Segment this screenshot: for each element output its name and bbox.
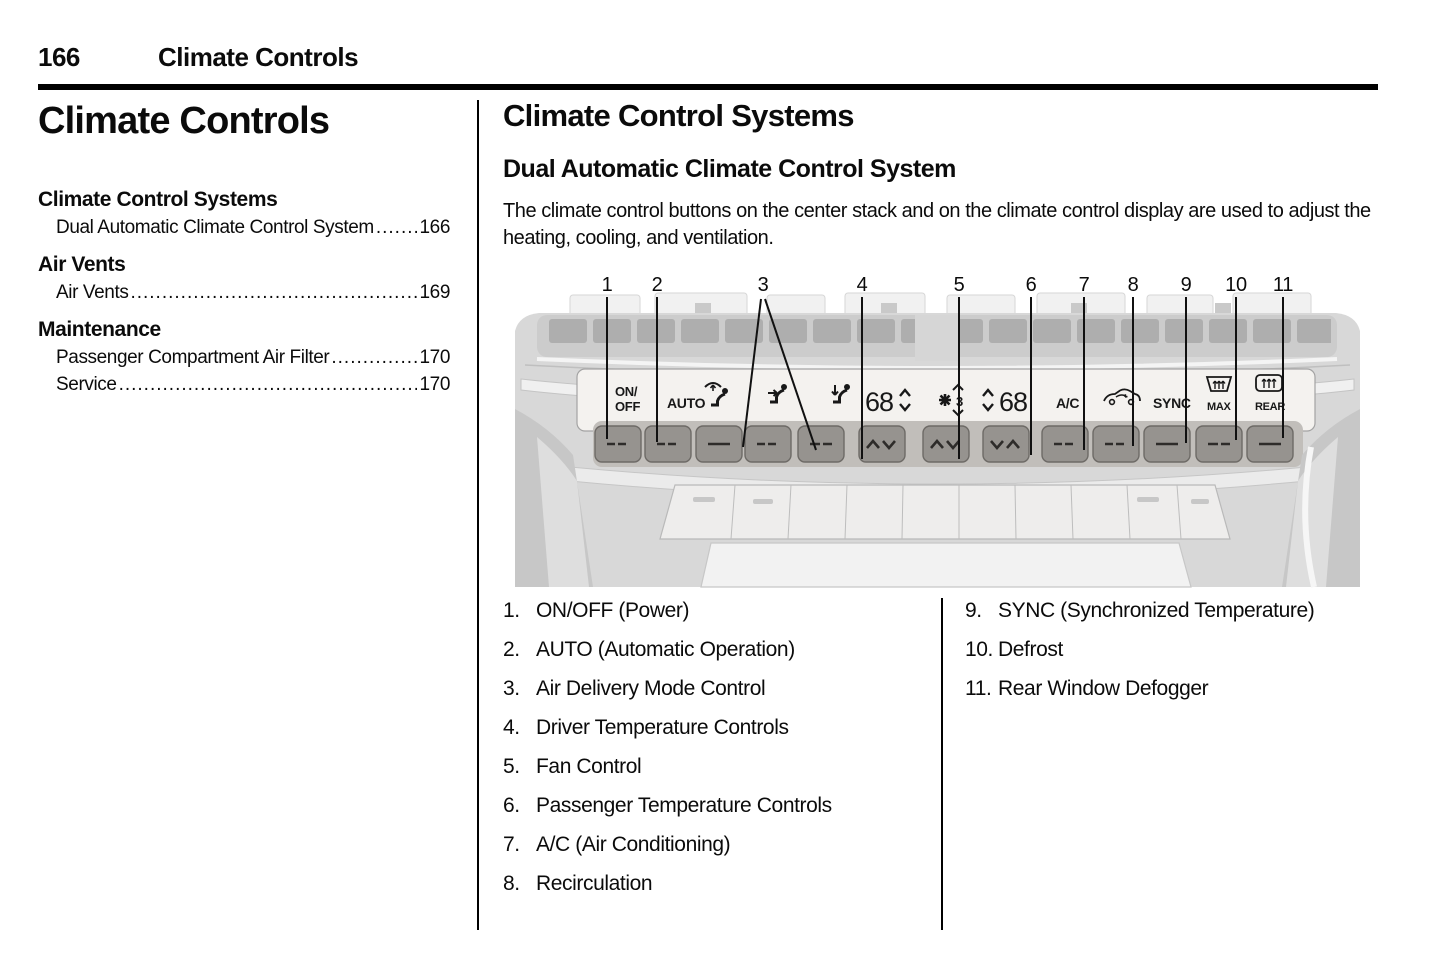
toc-dot-leader xyxy=(331,347,417,369)
legend-item-number: 6. xyxy=(503,794,520,817)
legend-item-number: 1. xyxy=(503,599,520,622)
legend-item xyxy=(965,639,1385,661)
legend-item xyxy=(965,678,1385,700)
legend-list-right xyxy=(965,600,1385,717)
passenger-temp-button xyxy=(983,426,1029,462)
legend-item-number: 7. xyxy=(503,833,520,856)
callout-number: 5 xyxy=(953,274,965,296)
legend-item-number: 10. xyxy=(965,638,993,661)
on-off-label: ON/ xyxy=(615,384,638,399)
toc-dot-leader xyxy=(130,282,417,304)
legend-item xyxy=(965,600,1385,622)
toc-entry-label: Service xyxy=(56,374,117,395)
legend-item-label: Defrost xyxy=(998,638,1063,661)
mode-floor-button xyxy=(798,426,844,462)
subsection-heading: Dual Automatic Climate Control System xyxy=(503,155,956,183)
control-buttons xyxy=(595,426,1293,462)
column-divider xyxy=(477,100,479,930)
callout-number: 2 xyxy=(651,274,663,296)
fan-button xyxy=(923,426,969,462)
legend-item xyxy=(503,756,933,778)
table-of-contents xyxy=(38,188,450,410)
callout-number: 4 xyxy=(856,274,868,296)
toc-entry-page: 169 xyxy=(419,282,450,303)
legend-item-label: Passenger Temperature Controls xyxy=(536,794,832,817)
legend-list-left xyxy=(503,600,933,912)
legend-item-label: Fan Control xyxy=(536,755,642,778)
toc-entry xyxy=(56,347,450,369)
toc-section xyxy=(38,188,450,239)
legend-item xyxy=(503,795,933,817)
legend-item xyxy=(503,834,933,856)
callout-number: 1 xyxy=(601,274,613,296)
ac-label: A/C xyxy=(1056,395,1080,411)
sync-label: SYNC xyxy=(1153,395,1191,411)
legend-item-number: 3. xyxy=(503,677,520,700)
header-rule xyxy=(38,84,1378,90)
legend-item-label: AUTO (Automatic Operation) xyxy=(536,638,795,661)
legend-item-number: 5. xyxy=(503,755,520,778)
toc-section xyxy=(38,318,450,396)
climate-control-panel-figure xyxy=(515,268,1360,588)
toc-section-heading: Air Vents xyxy=(38,253,126,276)
toc-entry-label: Dual Automatic Climate Control System xyxy=(56,217,374,238)
intro-paragraph: The climate control buttons on the center stack and on the climate control display are used to adjust the heating, cooling, and ventilation. xyxy=(503,200,1371,249)
legend-item-number: 11. xyxy=(965,677,992,700)
toc-entry-page: 170 xyxy=(419,347,450,368)
legend-item-label: Recirculation xyxy=(536,872,653,895)
legend-item xyxy=(503,717,933,739)
figure-svg xyxy=(515,268,1360,588)
callout-number: 6 xyxy=(1025,274,1037,296)
callout-number: 7 xyxy=(1078,274,1090,296)
legend-item-label: Driver Temperature Controls xyxy=(536,716,789,739)
fan-speed-label: 3 xyxy=(956,394,963,409)
page-number: 166 xyxy=(38,42,80,72)
on-off-label-2: OFF xyxy=(615,399,641,414)
toc-entry xyxy=(56,282,450,304)
toc-dot-leader xyxy=(376,217,418,239)
toc-entry-page: 166 xyxy=(419,217,450,238)
legend-item-number: 8. xyxy=(503,872,520,895)
section-heading: Climate Control Systems xyxy=(503,98,854,133)
legend-item-label: ON/OFF (Power) xyxy=(536,599,690,622)
callout-number: 8 xyxy=(1127,274,1139,296)
toc-entry-page: 170 xyxy=(419,374,450,395)
legend-item-label: A/C (Air Conditioning) xyxy=(536,833,731,856)
chapter-title: Climate Controls xyxy=(158,42,359,72)
toc-entry-label: Passenger Compartment Air Filter xyxy=(56,347,330,368)
legend-item-number: 4. xyxy=(503,716,520,739)
toc-entry xyxy=(56,217,450,239)
driver-temp-display: 68 xyxy=(865,387,894,417)
legend-item-number: 9. xyxy=(965,599,982,622)
legend-item xyxy=(503,678,933,700)
passenger-temp-display: 68 xyxy=(999,387,1028,417)
legend-item-label: Rear Window Defogger xyxy=(998,677,1209,700)
legend-item-label: Air Delivery Mode Control xyxy=(536,677,766,700)
legend-item xyxy=(503,639,933,661)
legend-item-number: 2. xyxy=(503,638,520,661)
callout-number: 11 xyxy=(1272,274,1294,296)
legend-item xyxy=(503,600,933,622)
callout-number: 9 xyxy=(1180,274,1192,296)
chapter-heading: Climate Controls xyxy=(38,100,330,142)
legend-item xyxy=(503,873,933,895)
toc-dot-leader xyxy=(119,374,418,396)
legend-item-label: SYNC (Synchronized Temperature) xyxy=(998,599,1315,622)
callout-number: 3 xyxy=(757,274,769,296)
toc-section xyxy=(38,253,450,304)
rear-label: REAR xyxy=(1255,401,1285,413)
driver-temp-button xyxy=(859,426,905,462)
max-label: MAX xyxy=(1207,401,1231,413)
auto-label: AUTO xyxy=(667,395,706,411)
toc-section-heading: Climate Control Systems xyxy=(38,188,278,211)
toc-entry xyxy=(56,374,450,396)
callout-number: 10 xyxy=(1225,274,1247,296)
legend-column-divider xyxy=(941,598,943,930)
toc-section-heading: Maintenance xyxy=(38,318,161,341)
toc-entry-label: Air Vents xyxy=(56,282,129,303)
